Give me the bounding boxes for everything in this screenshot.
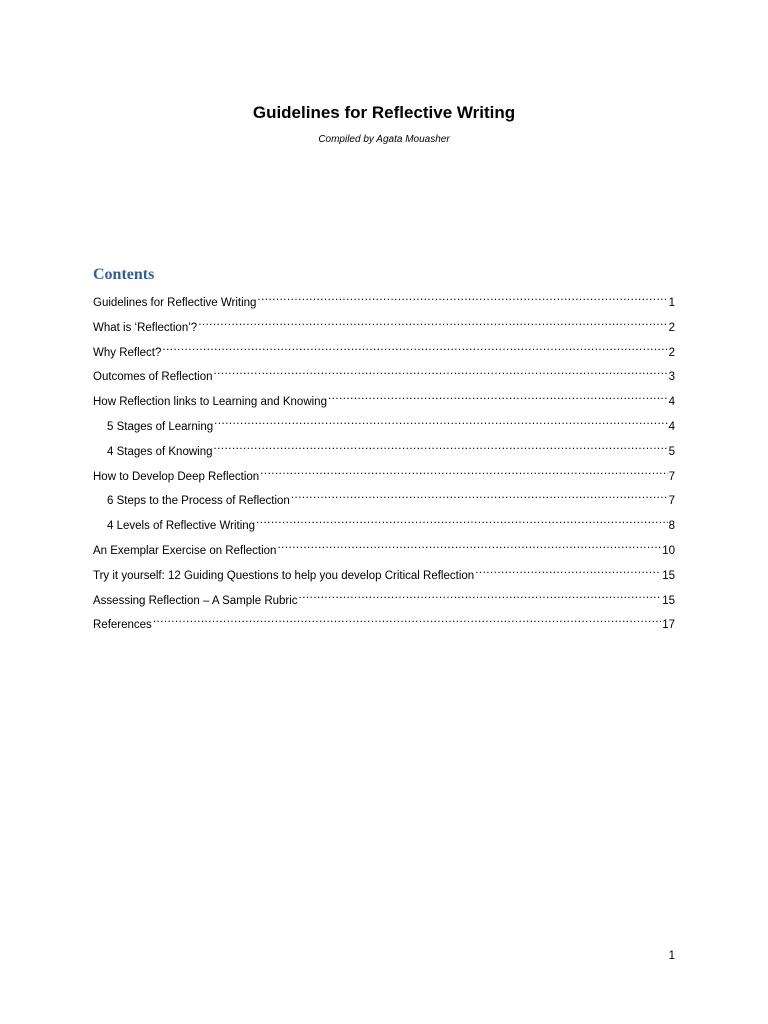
- toc-subentry[interactable]: [93, 437, 675, 462]
- toc-dot-leader: [214, 412, 667, 430]
- toc-entry-label: How to Develop Deep Reflection: [93, 470, 260, 483]
- toc-entry-page: 8: [668, 520, 675, 533]
- toc-subentry[interactable]: [93, 412, 675, 437]
- toc-dot-leader: [291, 486, 668, 504]
- toc-entry-page: 4: [668, 396, 675, 409]
- toc-entry[interactable]: [93, 610, 675, 635]
- document-title: Guidelines for Reflective Writing: [252, 103, 516, 122]
- toc-entry-label: Assessing Reflection – A Sample Rubric: [93, 594, 298, 607]
- toc-entry-page: 2: [668, 321, 675, 334]
- toc-entry-page: 1: [668, 297, 675, 309]
- toc-entry[interactable]: [93, 313, 675, 338]
- toc-entry-label: 5 Stages of Learning: [107, 420, 214, 433]
- toc-entry-label: What is ‘Reflection’?: [93, 321, 198, 334]
- toc-dot-leader: [214, 437, 668, 455]
- toc-entry[interactable]: [93, 561, 675, 586]
- toc-dot-leader: [257, 288, 667, 306]
- toc-subentry[interactable]: [93, 486, 675, 511]
- table-of-contents: [93, 288, 675, 635]
- toc-dot-leader: [162, 338, 667, 356]
- toc-entry-page: 7: [668, 470, 675, 483]
- toc-dot-leader: [198, 313, 667, 331]
- toc-entry[interactable]: [93, 387, 675, 412]
- toc-entry-label: An Exemplar Exercise on Reflection: [93, 544, 277, 557]
- toc-entry-label: Why Reflect?: [93, 346, 162, 359]
- toc-entry-page: 10: [662, 544, 675, 557]
- toc-dot-leader: [277, 536, 661, 554]
- toc-entry-page: 5: [668, 445, 675, 458]
- toc-entry-label: Guidelines for Reflective Writing: [93, 297, 257, 309]
- toc-entry[interactable]: [93, 586, 675, 611]
- toc-entry-label: 4 Levels of Reflective Writing: [107, 520, 256, 533]
- toc-entry[interactable]: [93, 462, 675, 487]
- toc-entry-page: 7: [668, 495, 675, 508]
- toc-entry[interactable]: [93, 338, 675, 363]
- toc-dot-leader: [299, 586, 662, 604]
- toc-entry-page: 4: [668, 420, 675, 433]
- toc-dot-leader: [256, 511, 668, 529]
- toc-entry-label: Try it yourself: 12 Guiding Questions to help you develop Critical Reflection: [93, 569, 475, 582]
- toc-entry-label: Outcomes of Reflection: [93, 371, 213, 384]
- document-subtitle: Compiled by Agata Mouasher: [318, 134, 450, 145]
- toc-entry-page: 3: [668, 371, 675, 384]
- toc-entry[interactable]: [93, 362, 675, 387]
- toc-entry-label: 4 Stages of Knowing: [107, 445, 213, 458]
- toc-entry-page: 17: [662, 619, 675, 632]
- toc-dot-leader: [153, 610, 661, 628]
- toc-dot-leader: [214, 362, 668, 380]
- toc-entry-label: 6 Steps to the Process of Reflection: [107, 495, 290, 508]
- toc-subentry[interactable]: [93, 511, 675, 536]
- contents-heading: Contents: [93, 266, 155, 283]
- toc-entry-page: 2: [668, 346, 675, 359]
- toc-entry-label: References: [93, 619, 152, 632]
- toc-entry[interactable]: [93, 288, 675, 313]
- toc-dot-leader: [260, 462, 667, 480]
- page-number: 1: [668, 950, 675, 962]
- toc-entry-label: How Reflection links to Learning and Knowing: [93, 396, 327, 409]
- toc-entry-page: 15: [662, 569, 675, 582]
- toc-dot-leader: [475, 561, 661, 579]
- toc-entry-page: 15: [662, 594, 675, 607]
- toc-entry[interactable]: [93, 536, 675, 561]
- toc-dot-leader: [328, 387, 668, 405]
